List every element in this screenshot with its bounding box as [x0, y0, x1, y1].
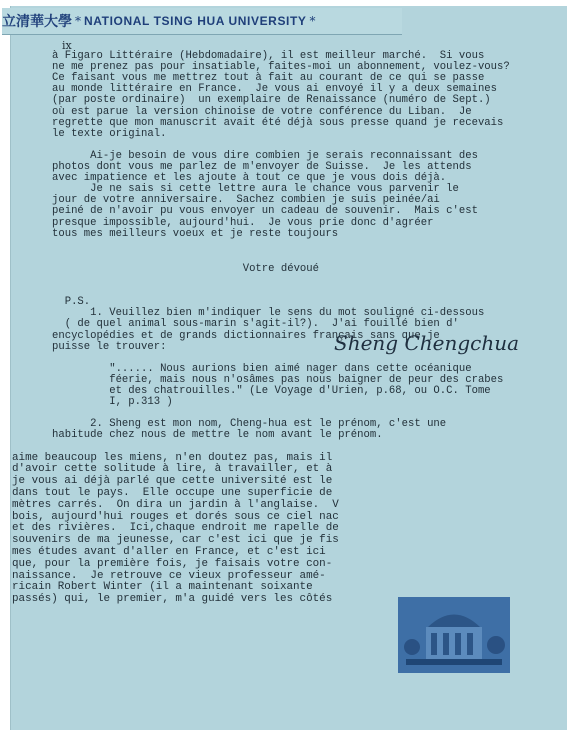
text-line: naissance. Je retrouve ce vieux professeur amé- [12, 569, 326, 582]
page-mark: ix [62, 39, 72, 52]
text-line: je vous ai déjà parlé que cette université est le [12, 475, 333, 488]
text-line: 1. Veuillez bien m'indiquer le sens du mot souligné ci-dessous [52, 307, 485, 320]
text-line: tous mes meilleurs voeux et je reste toujours [52, 227, 339, 240]
text-line: puisse le trouver: [52, 340, 167, 353]
star-icon: * [309, 14, 316, 28]
text-line: passés) qui, le premier, m'a guidé vers les côtés [12, 593, 333, 606]
text-line: que, pour la première fois, je faisais votre con- [12, 557, 333, 570]
text-line: P.S. [52, 296, 91, 309]
letterhead [2, 8, 402, 35]
text-line: le texte original. [52, 127, 167, 140]
building-stamp-image [398, 597, 510, 673]
text-line: presque impossible, aujourd'hui. Je vous prie donc d'agréer [52, 216, 434, 229]
text-line: jour de votre anniversaire. Sachez combien je suis peinée/ai [52, 194, 440, 207]
letterhead-university-name: NATIONAL TSING HUA UNIVERSITY [84, 14, 307, 28]
text-line: I, p.313 ) [52, 396, 173, 409]
text-line: et des rivières. Ici,chaque endroit me rapelle de [12, 522, 339, 535]
star-icon: * [75, 14, 81, 28]
text-line: et des chatrouilles." (Le Voyage d'Urien, p.68, ou O.C. Tome [52, 385, 491, 397]
text-line: où est parue la version chinoise de votre conférence du Liban. Je [52, 105, 472, 118]
text-line: Ai-je besoin de vous dire combien je serais reconnaissant des [52, 149, 478, 162]
text-line: souvenirs de ma jeunesse, car c'est ici que je fis [12, 534, 339, 547]
text-line: regrette que mon manuscrit avait été déjà sous presse quand je recevais [52, 116, 504, 129]
text-line: Je ne sais si cette lettre aura le chance vous parvenir le [52, 183, 459, 196]
text-line: avec impatience et les ajoute à tout ce que je vous dois déjà. [52, 172, 447, 185]
text-line: bois, aujourd'hui rouges et dorés sous ce ciel nac [12, 510, 339, 523]
text-line: mètres carrés. On dira un jardin à l'anglaise. V [12, 498, 339, 511]
signature: Sheng Chengchua [334, 331, 520, 355]
text-line: peiné de n'avoir pu vous envoyer un cadeau de souvenir. Mais c'est [52, 205, 478, 218]
text-line: mes études avant d'aller en France, et c'est ici [12, 546, 326, 558]
text-line: ricain Robert Winter (il a maintenant soixante [12, 581, 313, 594]
text-line: 2. Sheng est mon nom, Cheng-hua est le prénom, c'est une [52, 418, 447, 431]
text-line: encyclopédies et de grands dictionnaires français sans que je [52, 329, 440, 342]
text-line: ( de quel animal sous-marin s'agit-il?). J'ai fouillé bien d' [52, 318, 459, 331]
text-line: dans tout le pays. Elle occupe une superficie de [12, 487, 333, 499]
text-line: au monde littéraire en France. Je vous ai envoyé il y a deux semaines [52, 83, 498, 96]
text-line: "...... Nous aurions bien aimé nager dans cette océanique [52, 362, 472, 375]
text-line: (par poste ordinaire) un exemplaire de Renaissance (numéro de Sept.) [52, 94, 491, 107]
text-line: aime beaucoup les miens, n'en doutez pas, mais il [12, 451, 333, 464]
text-line: habitude chez nous de mettre le nom avant le prénom. [52, 429, 383, 442]
text-line: féerie, mais nous n'osâmes pas nous baigner de peur des crabes [52, 373, 504, 386]
text-line: Votre dévoué [52, 262, 320, 275]
text-line: photos dont vous me parlez de m'envoyer de Suisse. Je les attends [52, 161, 472, 173]
text-line: Ce faisant vous me mettrez tout à fait au courant de ce qui se passe [52, 72, 485, 85]
letterhead-chinese-name: 立清華大學 [2, 14, 72, 30]
text-line: d'avoir cette solitude à lire, à travailler, et à [12, 463, 333, 476]
text-line: à Figaro Littéraire (Hebdomadaire), il est meilleur marché. Si vous [52, 50, 485, 62]
text-line: ne me prenez pas pour insatiable, faites-moi un abonnement, voulez-vous? [52, 61, 510, 74]
